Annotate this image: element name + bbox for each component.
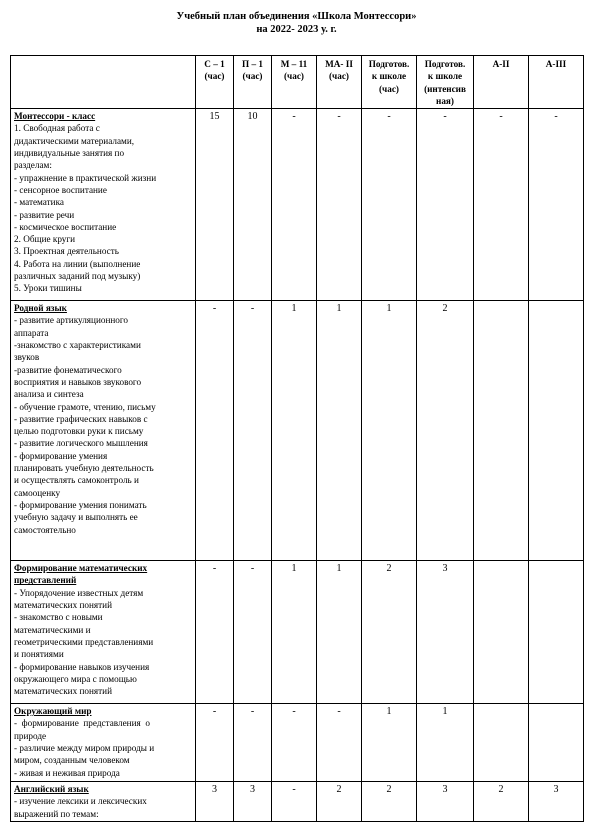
- header-col-6: А-II: [474, 56, 529, 109]
- value-cell: -: [474, 109, 529, 301]
- subject-title: Родной язык: [14, 303, 67, 314]
- value-cell: -: [234, 561, 272, 704]
- value-cell: -: [272, 109, 317, 301]
- value-cell: -: [317, 704, 362, 782]
- header-subject: [11, 56, 196, 109]
- table-row: [11, 561, 584, 704]
- header-col-7: А-III: [529, 56, 584, 109]
- title-line-1: Учебный план объединения «Школа Монтессори»: [176, 11, 417, 22]
- value-cell: [529, 561, 584, 704]
- value-cell: -: [272, 704, 317, 782]
- header-col-0: С – 1 (час): [196, 56, 234, 109]
- table-row: [11, 782, 584, 822]
- value-cell: -: [196, 561, 234, 704]
- value-cell: 10: [234, 109, 272, 301]
- subject-title: Формирование математических представлений: [14, 563, 148, 586]
- subject-cell: Родной язык - развитие артикуляционного аппарата -знакомство с характеристиками звуков -развитие фонематического восприятия и навыков звукового анализа и синтеза - обучение грамоте, чтению, письму - развитие графических навыков с целью подготовки руки к письму - развитие логического мышления - формирование умения планировать учебную деятельность и осуществлять самоконтроль и самооценку - формирование умения понимать учебную задачу и выполнять ее самостоятельно: [11, 301, 196, 561]
- value-cell: 2: [317, 782, 362, 822]
- value-cell: -: [272, 782, 317, 822]
- value-cell: -: [529, 109, 584, 301]
- value-cell: [529, 704, 584, 782]
- value-cell: 2: [417, 301, 474, 561]
- table-row: [11, 704, 584, 782]
- value-cell: 2: [362, 782, 417, 822]
- subject-cell: Монтессори - класс 1. Свободная работа с дидактическими материалами, индивидуальные занятия по разделам: - упражнение в практической жизни - сенсорное воспитание - математика - развитие речи - космическое воспитание 2. Общие круги 3. Проектная деятельность 4. Работа на линии (выполнение различных заданий под музыку) 5. Уроки тишины: [11, 109, 196, 301]
- value-cell: 2: [362, 561, 417, 704]
- value-cell: -: [234, 704, 272, 782]
- value-cell: 3: [417, 782, 474, 822]
- header-col-4: Подготов. к школе (час): [362, 56, 417, 109]
- value-cell: 15: [196, 109, 234, 301]
- table-row: [11, 301, 584, 561]
- curriculum-table: [10, 55, 584, 822]
- value-cell: [474, 301, 529, 561]
- value-cell: -: [417, 109, 474, 301]
- subject-cell: Формирование математических представлений - Упорядочение известных детям математических понятий - знакомство с новыми математическими и геометрическими представлениями и понятиями - формирование навыков изучения окружающего мира с помощью математических понятий: [11, 561, 196, 704]
- value-cell: -: [196, 301, 234, 561]
- value-cell: -: [234, 301, 272, 561]
- document-title: [0, 10, 593, 36]
- subject-title: Английский язык: [14, 784, 89, 795]
- value-cell: -: [196, 704, 234, 782]
- header-col-1: П – 1 (час): [234, 56, 272, 109]
- value-cell: 3: [529, 782, 584, 822]
- header-col-2: М – 11 (час): [272, 56, 317, 109]
- subject-cell: Английский язык - изучение лексики и лексических выражений по темам:: [11, 782, 196, 822]
- title-line-2: на 2022- 2023 у. г.: [256, 24, 337, 35]
- subject-cell: Окружающий мир - формирование представления о природе - различие между миром природы и миром, созданным человеком - живая и неживая природа: [11, 704, 196, 782]
- value-cell: 1: [272, 561, 317, 704]
- value-cell: 1: [362, 301, 417, 561]
- header-row: [11, 56, 584, 109]
- value-cell: 3: [196, 782, 234, 822]
- value-cell: 1: [317, 561, 362, 704]
- value-cell: 1: [272, 301, 317, 561]
- subject-title: Окружающий мир: [14, 706, 92, 717]
- value-cell: -: [362, 109, 417, 301]
- value-cell: 1: [417, 704, 474, 782]
- subject-title: Монтессори - класс: [14, 111, 96, 122]
- value-cell: 2: [474, 782, 529, 822]
- value-cell: 3: [417, 561, 474, 704]
- value-cell: 1: [317, 301, 362, 561]
- value-cell: 3: [234, 782, 272, 822]
- value-cell: [474, 704, 529, 782]
- header-col-5: Подготов. к школе (интенсив ная): [417, 56, 474, 109]
- header-col-3: МА- II (час): [317, 56, 362, 109]
- value-cell: 1: [362, 704, 417, 782]
- value-cell: -: [317, 109, 362, 301]
- value-cell: [529, 301, 584, 561]
- table-row: [11, 109, 584, 301]
- value-cell: [474, 561, 529, 704]
